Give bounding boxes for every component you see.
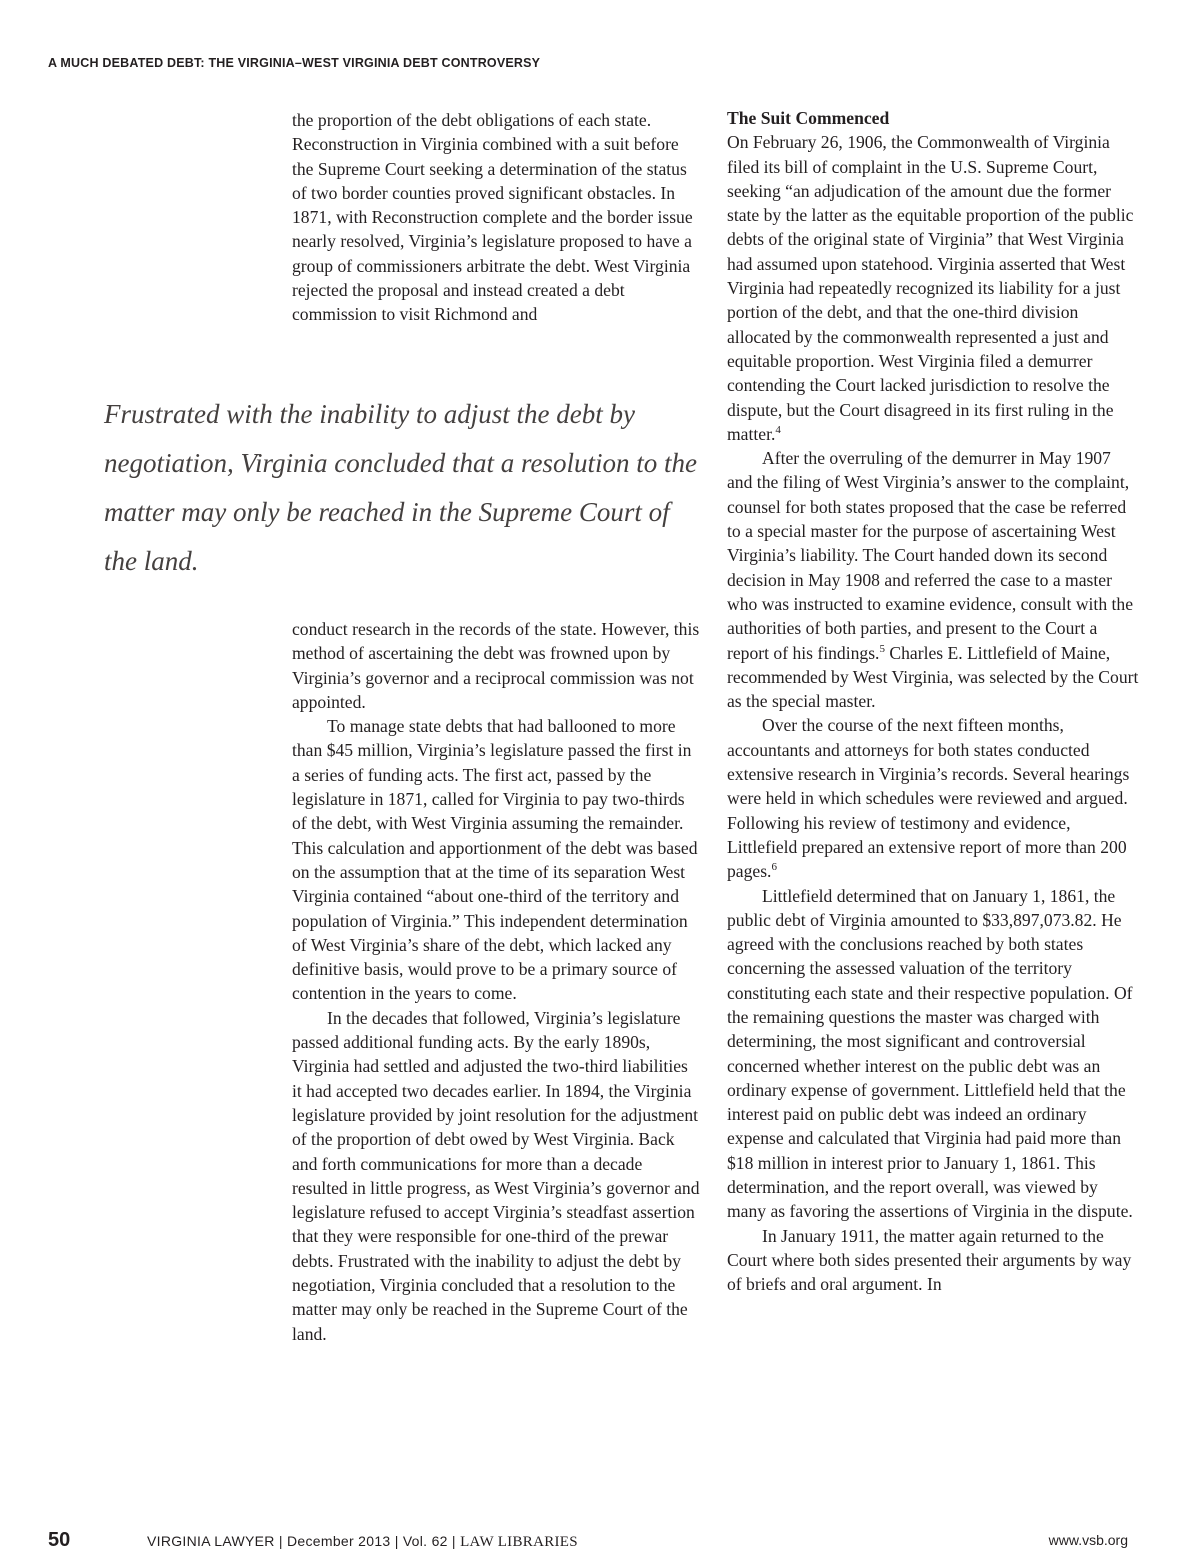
body-paragraph: To manage state debts that had ballooned to more than $45 million, Virginia’s legislature passed the first in a series of funding acts. The first act, passed by the legislature in 1871, called for Virginia to pay two-thirds of the debt, with West Virginia assuming the remainder. This calculation and apportionment of the debt was based on the assumption that at the time of its separation West Virginia contained “about one-third of the territory and population of Virginia.” This independent determination of West Virginia’s share of the debt, which lacked any definitive basis, would prove to be a primary source of contention in the years to come.: [292, 716, 698, 1004]
footnote-marker: 5: [879, 642, 885, 655]
left-column-bottom: [292, 617, 702, 1346]
body-paragraph: In January 1911, the matter again returned to the Court where both sides presented their arguments by way of briefs and oral argument. In: [727, 1225, 1132, 1295]
running-header: A MUCH DEBATED DEBT: THE VIRGINIA–WEST VIRGINIA DEBT CONTROVERSY: [48, 56, 541, 70]
paragraph-text: Charles E. Littlefield of Maine, recommended by West Virginia, was selected by the Court as the special master.: [727, 642, 1139, 712]
section-name: LAW LIBRARIES: [460, 1534, 578, 1550]
body-paragraph: [727, 713, 1139, 883]
paragraph-text: Over the course of the next fifteen months, accountants and attorneys for both states conducted extensive research in Virginia’s records. Several hearings were held in which schedules were reviewed and argued. Following his review of testimony and evidence, Littlefield prepared an extensive report of more than 200 pages.: [727, 715, 1130, 882]
body-paragraph: the proportion of the debt obligations of each state. Reconstruction in Virginia combined with a suit before the Supreme Court seeking a determination of the status of two border counties proved significant obstacles. In 1871, with Reconstruction complete and the border issue nearly resolved, Virginia’s legislature proposed to have a group of commissioners arbitrate the debt. West Virginia rejected the proposal and instead created a debt commission to visit Richmond and: [292, 110, 693, 325]
body-paragraph: Littlefield determined that on January 1, 1861, the public debt of Virginia amounted to $33,897,073.82. He agreed with the conclusions reached by both states concerning the assessed valuation of the territory constituting each state and their respective population. Of the remaining questions the master was charged with determining, the most significant and controversial concerned whether interest on the public debt was an ordinary expense of government. Littlefield held that the interest paid on public debt was indeed an ordinary expense and calculated that Virginia had paid more than $18 million in interest prior to January 1, 1861. This determination, and the report overall, was viewed by many as favoring the assertions of Virginia in the dispute.: [727, 885, 1133, 1222]
right-column: [727, 106, 1139, 1297]
paragraph-text: After the overruling of the demurrer in May 1907 and the filing of West Virginia’s answer to the complaint, counsel for both states proposed that the case be referred to a special master for the purpose of ascertaining West Virginia’s liability. The Court handed down its second decision in May 1908 and referred the case to a master who was instructed to examine evidence, consult with the authorities of both parties, and present to the Court a report of his findings.: [727, 448, 1134, 663]
pull-quote: Frustrated with the inability to adjust the debt by negotiation, Virginia concluded that a resolution to the matter may only be reached in the Supreme Court of the land.: [104, 399, 697, 576]
left-column-top: [292, 108, 702, 327]
magazine-issue: VIRGINIA LAWYER | December 2013 | Vol. 62 |: [147, 1533, 456, 1549]
footer-url: www.vsb.org: [1048, 1532, 1128, 1548]
page-number: 50: [48, 1529, 71, 1551]
footnote-marker: 6: [771, 861, 777, 874]
body-paragraph: In the decades that followed, Virginia’s legislature passed additional funding acts. By the early 1890s, Virginia had settled and adjusted the two-third liabilities it had accepted two decades earlier. In 1894, the Virginia legislature provided by joint resolution for the adjustment of the proportion of debt owed by West Virginia. Back and forth communications for more than a decade resulted in little progress, as West Virginia’s governor and legislature refused to accept Virginia’s steadfast assertion that they were responsible for one-third of the prewar debts. Frustrated with the inability to adjust the debt by negotiation, Virginia concluded that a resolution to the matter may only be reached in the Supreme Court of the land.: [292, 1007, 700, 1344]
magazine-info: [147, 1533, 578, 1551]
body-paragraph: [727, 130, 1139, 446]
footnote-marker: 4: [775, 424, 781, 436]
body-paragraph: conduct research in the records of the state. However, this method of ascertaining the debt was frowned upon by Virginia’s governor and a reciprocal commission was not appointed.: [292, 619, 700, 712]
section-heading: The Suit Commenced: [727, 108, 890, 128]
page-footer: [48, 1529, 1128, 1553]
paragraph-text: On February 26, 1906, the Commonwealth of Virginia filed its bill of complaint in the U.S. Supreme Court, seeking “an adjudication of the amount due the former state by the latter as the equitable proportion of the public debts of the original state of Virginia” that West Virginia had assumed upon statehood. Virginia asserted that West Virginia had repeatedly recognized its liability for a just portion of the debt, and that the one-third division allocated by the commonwealth represented a just and equitable proportion. West Virginia filed a demurrer contending the Court lacked jurisdiction to resolve the dispute, but the Court disagreed in its first ruling in the matter.: [727, 132, 1134, 444]
body-paragraph: [727, 446, 1139, 713]
